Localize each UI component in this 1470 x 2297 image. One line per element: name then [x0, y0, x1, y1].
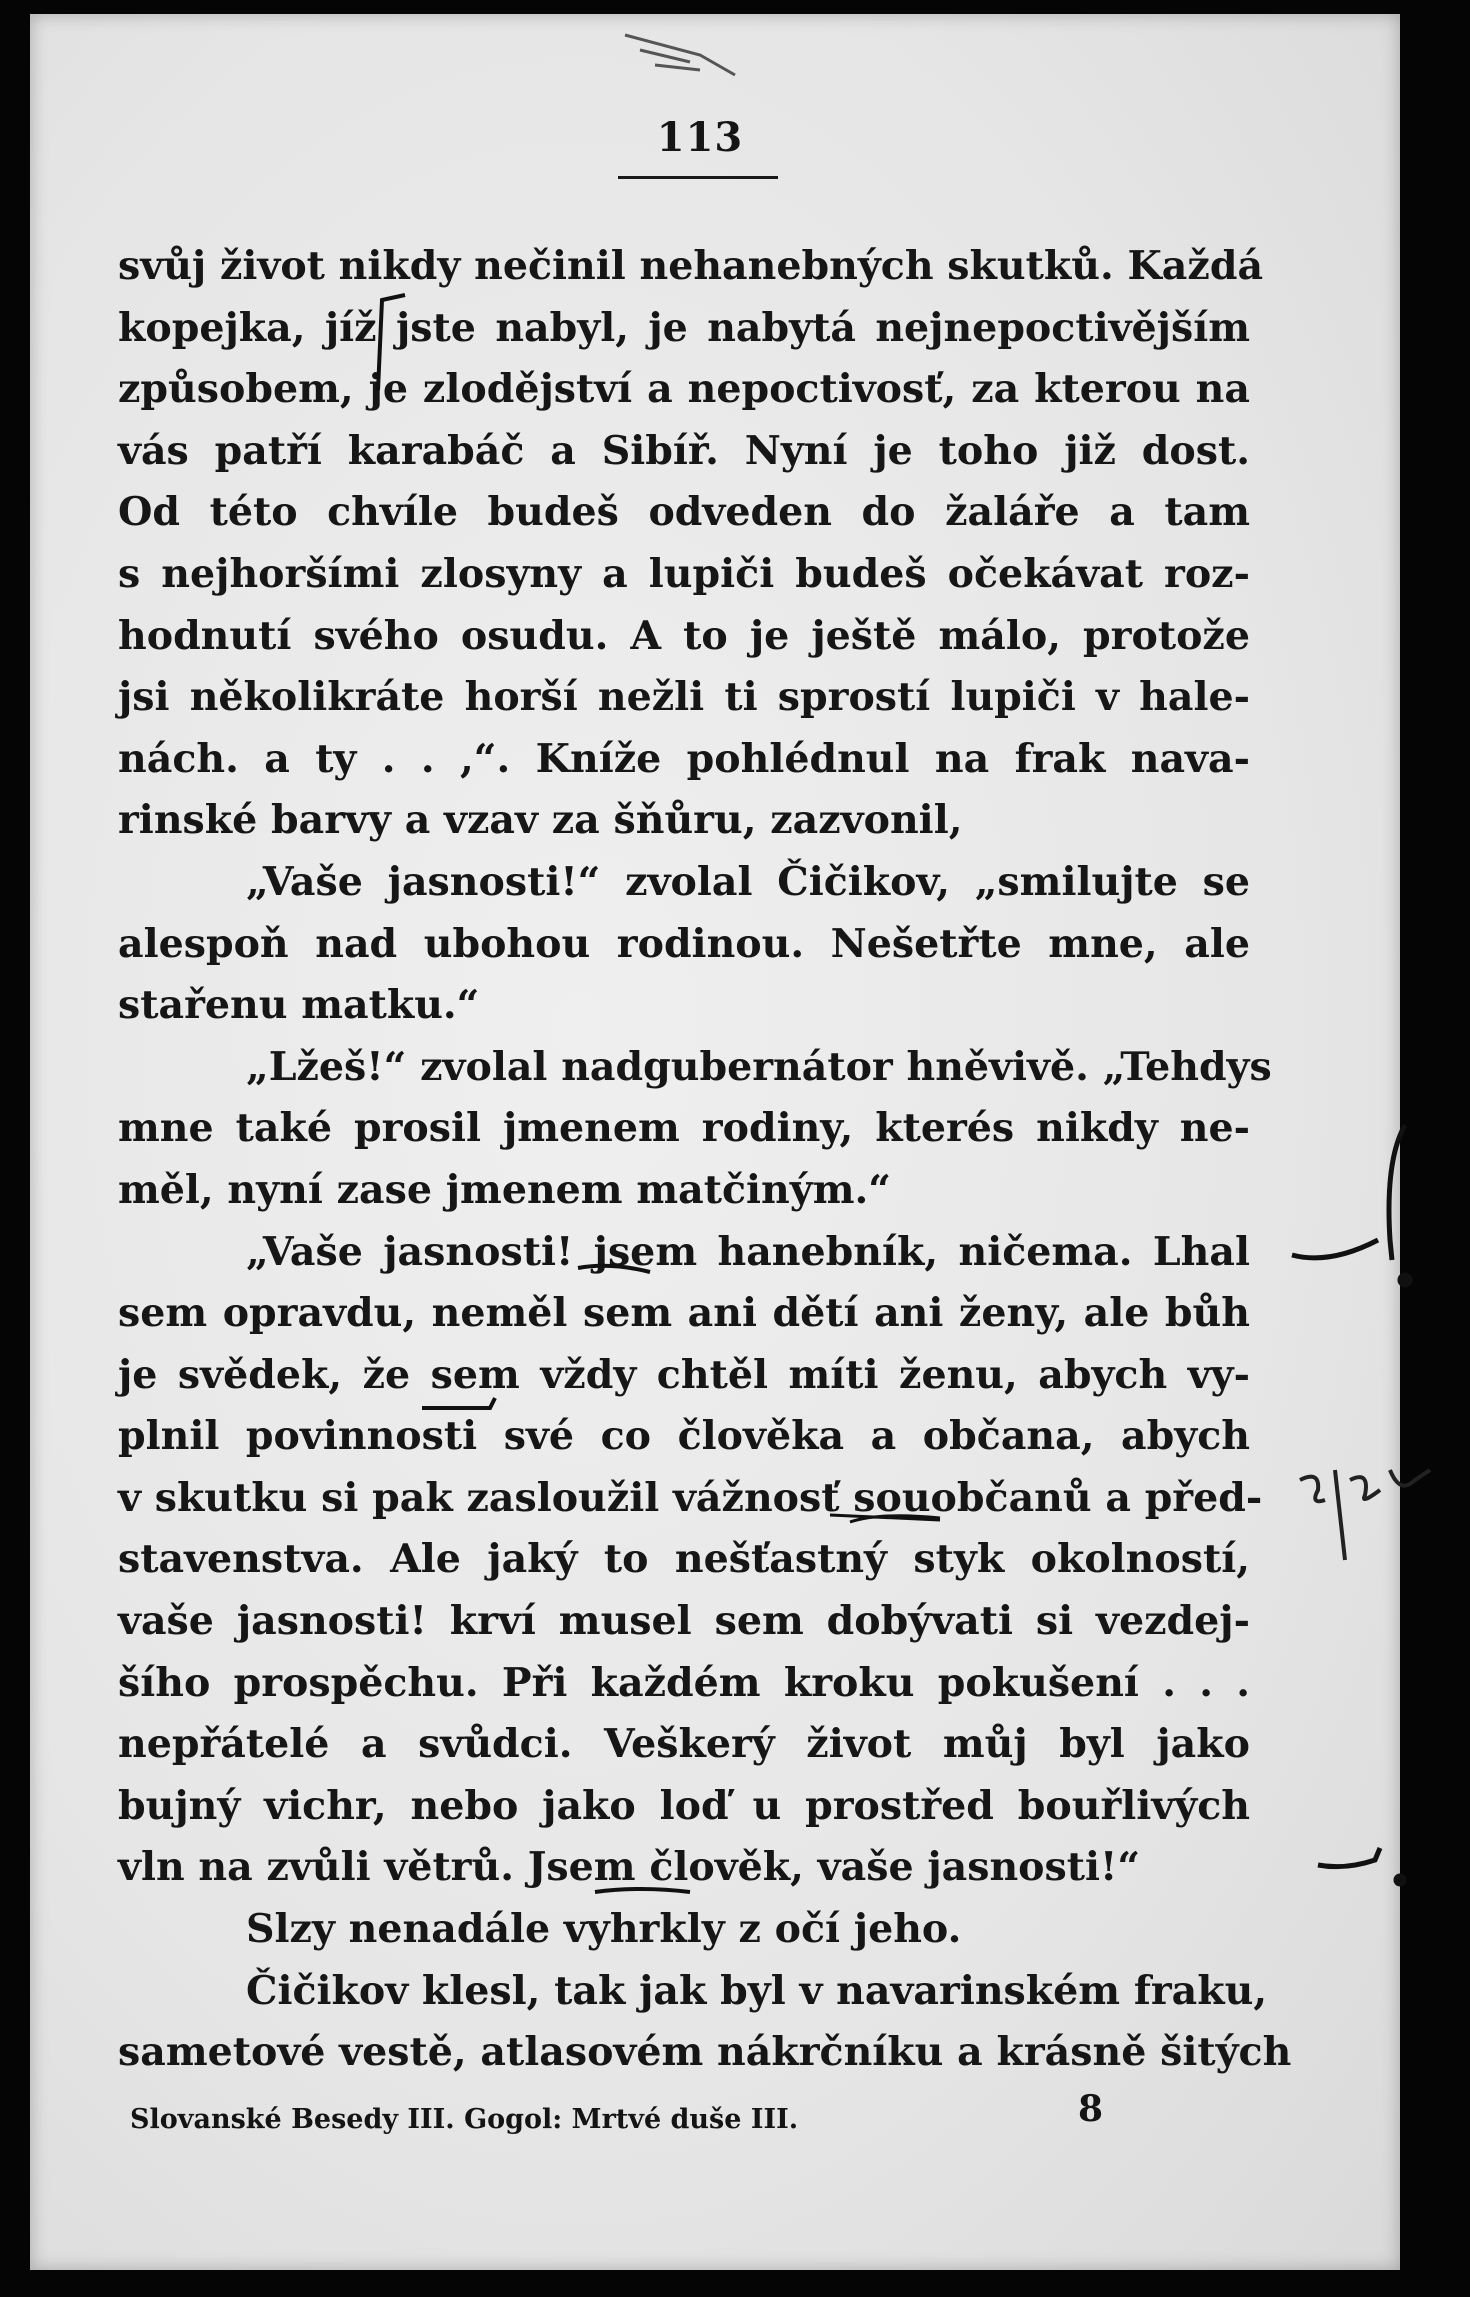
text-line-30: sametové vestě, atlasovém nákrčníku a krásně šitých	[118, 2029, 1292, 2076]
text-line-26: bujný vichr, nebo jako loď u prostřed bouřlivých	[118, 1782, 1250, 1829]
page-number: 113	[656, 114, 744, 161]
text-line-4: vás patří karabáč a Sibíř. Nyní je toho již dost.	[118, 427, 1250, 474]
text-line-1: svůj život nikdy nečinil nehanebných skutků. Každá	[118, 243, 1264, 289]
text-line-24: šího prospěchu. Při každém kroku pokušení . . .	[118, 1659, 1250, 1706]
text-line-10: rinské barvy a vzav za šňůru, zazvonil,	[118, 797, 963, 844]
text-line-23: vaše jasnosti! krví musel sem dobývati si vezdej-	[118, 1598, 1250, 1645]
text-line-18: sem opravdu, neměl sem ani dětí ani ženy, ale bůh	[118, 1290, 1250, 1337]
text-line-3: způsobem, je zlodějství a nepoctivosť, za kterou na	[118, 366, 1250, 413]
text-line-22: stavenstva. Ale jaký to nešťastný styk okolností,	[118, 1536, 1250, 1583]
text-line-11: „Vaše jasnosti!“ zvolal Čičikov, „smilujte se	[246, 858, 1250, 905]
text-line-9: nách. a ty . . ,“. Kníže pohlédnul na frak nava-	[118, 735, 1250, 782]
text-line-20: plnil povinnosti své co člověka a občana, abych	[118, 1413, 1250, 1460]
text-line-13: stařenu matku.“	[118, 982, 480, 1029]
text-line-14: „Lžeš!“ zvolal nadgubernátor hněvivě. „Tehdys	[246, 1043, 1272, 1090]
text-line-25: nepřátelé a svůdci. Veškerý život můj byl jako	[118, 1721, 1250, 1768]
text-line-21: v skutku si pak zasloužil vážnosť souobčanů a před-	[118, 1474, 1263, 1521]
text-line-6: s nejhoršími zlosyny a lupiči budeš očekávat roz-	[118, 550, 1250, 597]
text-line-16: měl, nyní zase jmenem matčiným.“	[118, 1166, 891, 1213]
text-line-5: Od této chvíle budeš odveden do žaláře a tam	[118, 489, 1250, 536]
book-page	[30, 14, 1400, 2270]
text-line-15: mne také prosil jmenem rodiny, kterés nikdy ne-	[118, 1105, 1250, 1152]
text-line-28: Slzy nenadále vyhrkly z očí jeho.	[246, 1906, 962, 1953]
text-line-19: je svědek, že sem vždy chtěl míti ženu, abych vy-	[118, 1351, 1250, 1398]
text-line-2: kopejka, jíž jste nabyl, je nabytá nejnepoctivějším	[118, 304, 1250, 351]
footer-title: Slovanské Besedy III. Gogol: Mrtvé duše III.	[130, 2104, 799, 2135]
signature-mark: 8	[1078, 2088, 1104, 2130]
text-line-7: hodnutí svého osudu. A to je ještě málo, protože	[118, 612, 1250, 659]
text-line-17: „Vaše jasnosti! jsem hanebník, ničema. Lhal	[246, 1228, 1250, 1275]
body-text	[118, 236, 1292, 2084]
text-line-27: vln na zvůli větrů. Jsem člověk, vaše jasnosti!“	[118, 1844, 1141, 1891]
text-line-29: Čičikov klesl, tak jak byl v navarinském fraku,	[246, 1967, 1268, 2014]
text-line-8: jsi několikráte horší nežli ti sprostí lupiči v hale-	[118, 674, 1250, 721]
page-number-rule	[618, 176, 778, 179]
text-line-12: alespoň nad ubohou rodinou. Nešetřte mne, ale	[118, 920, 1250, 967]
